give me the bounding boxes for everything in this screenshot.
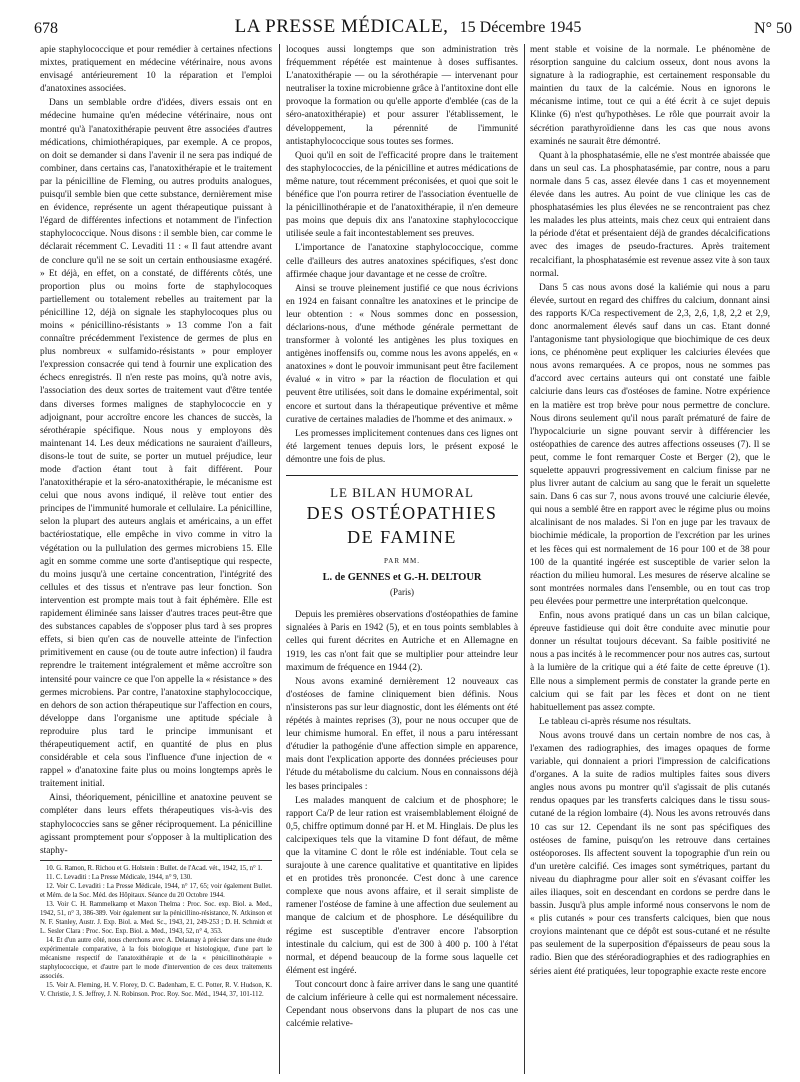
article-title-line-2: DES OSTÉOPATHIES xyxy=(306,503,498,523)
column-left xyxy=(40,44,272,1078)
paragraph: Quoi qu'il en soit de l'efficacité propre dans le traitement des staphylococcies, de la pénicilline et autres médications de même nature, tout récemment préconisées, et quoi que soit le bénéfice que l'on pourra retirer de l'association éventuelle de la pénicillinothérapie et de l'anatoxithérapie, il n'en demeure pas moins que depuis dix ans l'anatoxine staphylococcique utilisée seule a fait incontestablement ses preuves. xyxy=(286,150,518,240)
column-divider-left xyxy=(279,44,280,1074)
footnote: 14. Et d'un autre côté, nous cherchons avec A. Delaunay à préciser dans une étude expérimentale comparative, à la fois biologique et histologique, d'une part le mécanisme respectif de l'anatoxithérapie et de la « pénicillinothérapie » staphylococcique, et d'autre part le mode d'intervention de ces deux traitements associés. xyxy=(40,936,272,980)
paragraph: Le tableau ci-après résume nos résultats. xyxy=(539,716,692,727)
footnote: 12. Voir C. Levaditi : La Presse Médicale, 1944, n° 17, 65; voir également Bullet. et Mém. de la Soc. Méd. des Hôpitaux. Séance du 20 Octobre 1944. xyxy=(40,882,272,899)
paragraph: locoques aussi longtemps que son administration très fréquemment répétée est maintenue à doses suffisantes. L'anatoxithérapie — ou la sérothérapie — intervenant pour neutraliser la toxine microbienne grâce à l'antitoxine dont elle provoque la formation ou qu'elle apporte d'emblée (cas de la séro-anatoxithérapie) et pour assurer l'établissement, le développement, la pérennité de l'immunité antistaphylococcique sous toutes ses formes. xyxy=(286,45,518,147)
paragraph: Depuis les premières observations d'ostéopathies de famine signalées à Paris en 1942 (5), et en tous points semblables à celles qui furent décrites en Autriche et en Allemagne en 1919, les cas n'ont fait que se multiplier pour atteindre leur maximum de fréquence en 1944 (2). xyxy=(286,610,518,673)
journal-name: LA PRESSE MÉDICALE, xyxy=(234,16,449,37)
paragraph: ment stable et voisine de la normale. Le phénomène de résorption sanguine du calcium osseux, dont nous avons la signature à la radiographie, est certainement responsable du maintien du taux de la calcémie. Nous en ignorons le mécanisme intime, tout ce qui a été écrit à ce sujet depuis Klinke (6) n'est qu'hypothèses. Le rôle que pourrait avoir la sécrétion parathyroïdienne dans les cas que nous avons examinés ne saurait être démontré. xyxy=(530,45,770,147)
byline-prefix: PAR MM. xyxy=(384,557,420,565)
article-title-line-1: LE BILAN HUMORAL xyxy=(330,485,474,500)
footnote: 13. Voir C. H. Rammelkamp et Maxon Thelma : Proc. Soc. exp. Biol. a. Med., 1942, 51, n° 3, 386-389. Voir également sur la pénicillino-résistance, N. Atkinson et N. F. Stanley, Austr. J. Exp. Biol. a. Med. Sc., 1943, 21, 249-253 ; D. H. Schmidt et L. Sesler Clara : Proc. Soc. Exp. Biol. a. Med., 1943, 52, n° 4, 353. xyxy=(40,900,272,935)
paragraph: Les promesses implicitement contenues dans ces lignes ont été largement tenues depuis lors, le présent exposé le démontre une fois de plus. xyxy=(286,428,518,465)
article-title-line-3: DE FAMINE xyxy=(347,527,457,547)
issue-number: N° 50 xyxy=(754,20,792,37)
authors: L. de GENNES et G.-H. DELTOUR xyxy=(322,572,482,584)
footnote: 11. C. Levaditi : La Presse Médicale, 1944, n° 9, 130. xyxy=(46,873,192,881)
paragraph: Enfin, nous avons pratiqué dans un cas un bilan calcique, épreuve fastidieuse qui doit être conduite avec minutie pour donner un résultat toujours décevant. Sa faible positivité ne nous a pas incités à le recommencer pour nos autres cas, surtout à la lumière de la critique qui a été faite de cette épreuve (1). Elle nous a simplement permis de constater la grande perte en calcium qui se fait par les fèces et dont on ne tient habituellement pas assez compte. xyxy=(530,611,770,713)
paragraph: Dans un semblable ordre d'idées, divers essais ont en médecine humaine qu'en médecine vétérinaire, nous ont montré qu'à l'anatoxithérapie peuvent être associées d'autres médications, chimiothérapiques, par exemple. A ce propos, on doit se demander si dans l'avenir il ne sera pas indiqué de combiner, dans certains cas, l'anatoxithérapie et le traitement par la pénicilline de Fleming, ou autres produits analogues, puisqu'il semble bien que cette substance, dernièrement mise en évidence, représente un agent thérapeutique puissant à l'égard de différentes infections et notamment de l'infection staphylococcique. Nous disons : il semble bien, car comme le déclarait récemment C. Levaditi 11 : « Il faut attendre avant de conclure qu'il ne se soit un certain enthousiasme exagéré. » Et déjà, en effet, on a constaté, de différents côtés, une proportion plus ou moins forte de staphylocoques partiellement ou totalement rebelles au traitement par la pénicilline 12, déjà on signale les staphylocoques plus ou moins « pénicillino-résistants » 13 comme l'on a fait connaître précédemment l'existence de germes de plus en plus nombreux « sulfamido-résistants » pour employer l'expression consacrée qui tend à fournir une explication des échecs enregistrés. Il n'en reste pas moins, qu'à notre avis, l'association des deux sortes de traitement vaut d'être tentée dans diverses formes malignes de staphylococcie en y adjoignant, pour accroître encore les chances de succès, la sérothérapie spécifique. Nous nous y employons dès maintenant 14. Les deux médications ne sauraient d'ailleurs, disons-le tout de suite, se porter un mutuel préjudice, leur mode d'action étant tout à fait différent. Pour l'anatoxithérapie et la séro-anatoxithérapie, le mécanisme est celui que nous avons indiqué, il relève tout entier des principes de l'immunité humorale et cellulaire. La pénicilline, selon la plupart des auteurs anglais et américains, a un effet bactériostatique, elle empêche in vivo comme in vitro la végétation ou la pullulation des germes microbiens 15. Elle agit en somme comme une sorte d'antiseptique qui respecte, du moins jusqu'à une certaine concentration, l'intégrité des cellules et des tissus et n'entrave pas leur fonction. Son intervention est prompte mais tout à fait éphémère. Elle est rapidement éliminée sans laisser d'autres traces peut-être que des substances capables de s'opposer plus tard à ses propres effets, si bien qu'en cas de nouvelle atteinte de l'infection primitivement en cause (ou de toute autre infection) il faudra reprendre le traitement intégralement et même accroître son intensité pour vaincre ce que l'on appelle la « résistance » des germes microbiens. Par contre, l'anatoxine staphylococcique, en dehors de son action thérapeutique sur l'affection en cours, développe dans l'organisme une aptitude spéciale à reproduire plus tard le principe immunisant et thérapeutiquement actif, en quantité de plus en plus considérable et cela sous l'influence d'une injection de « rappel » d'anatoxine faite plus ou moins longtemps après le traitement initial. xyxy=(40,98,272,790)
author-location: (Paris) xyxy=(390,587,414,598)
paragraph: Nous avons trouvé dans un certain nombre de nos cas, à l'examen des radiographies, des images opaques de forme variable, qui donnaient a priori l'impression de calcifications d'organes. A la suite de radios multiples faites sous divers angles nous avons pu montrer qu'il s'agissait de plis cutanés rendus opaques par les transferts calciques dans le tissu sous-cutané de la région lombaire (4). Nous les avons retrouvés dans 10 cas sur 12. Cependant ils ne sont pas spécifiques des ostéoses de famine, puisqu'on les retrouve dans certaines ostéoporoses. Ils affectent souvent la topographie d'un rein ou d'un uretère calcifié. Ces images sont symétriques, partant du niveau du diaphragme pour aller soit en s'évasant coiffer les ailes iliaques, soit en descendant en cordons se perdre dans le bassin. Jusqu'à plus ample informé nous conservons le nom de « plis cutanés » pour ces transferts calciques, bien que nous croyions maintenant que ce dépôt est sous-cutané et ne résulte pas seulement de la superposition d'épaisseurs de peau sous la radio. Bien que des stéréoradiographies et des radiographies en séries aient été pratiquées, leur topographie exacte reste encore xyxy=(530,730,770,977)
paragraph: Ainsi, théoriquement, pénicilline et anatoxine peuvent se compléter dans leurs effets thérapeutiques vis-à-vis des staphylococcies sans se gêner réciproquement. La pénicilline agissant promptement pour s'opposer à la multiplication des staphy- xyxy=(40,793,272,856)
column-middle xyxy=(286,44,518,1078)
paragraph: Nous avons examiné dernièrement 12 nouveaux cas d'ostéoses de famine cliniquement bien définis. Nous n'insisterons pas sur leur diagnostic, dont les éléments ont été répétés à maintes reprises (3), pour ne nous occuper que de leur chimisme humoral. En effet, il nous a paru intéressant d'étudier la pathogénie d'une affection simple en apparence, mais dont l'explication apporte des données précieuses pour l'étude du métabolisme du calcium. Nous en connaissons déjà les bases principales : xyxy=(286,676,518,792)
paragraph: Tout concourt donc à faire arriver dans le sang une quantité de calcium inférieure à celle qui est normalement nécessaire. Cependant nous observons dans la plupart de nos cas une calcémie relative- xyxy=(286,979,518,1030)
paragraph: L'importance de l'anatoxine staphylococcique, comme celle d'ailleurs des autres anatoxines spécifiques, s'est donc affirmée chaque jour davantage et ne cesse de croître. xyxy=(286,243,518,280)
page-header xyxy=(34,2,792,38)
footnote: 10. G. Ramon, R. Richou et G. Holstein : Bullet. de l'Acad. vét., 1942, 15, n° 1. xyxy=(46,864,263,872)
paragraph: Quant à la phosphatasémie, elle ne s'est montrée abaissée que dans un seul cas. La phosphatasémie, par contre, nous a paru normale dans 5 cas, assez élevée dans 1 cas et moyennement élevée dans les autres. Au point de vue clinique les cas de phosphatasémies les plus élevées ne se rencontraient pas chez les malades les plus atteints, mais chez ceux qui entraient dans la période d'état et présentaient déjà de grandes décalcifications avec des images de pseudo-fractures. Après traitement recalcifiant, la phosphatasémie est revenue assez vite à son taux normal. xyxy=(530,150,770,279)
page-number: 678 xyxy=(34,20,58,37)
issue-date: 15 Décembre 1945 xyxy=(459,19,582,36)
footnotes xyxy=(40,860,272,999)
column-divider-right xyxy=(524,44,525,1074)
journal-title xyxy=(94,16,722,38)
paragraph: apie staphylococcique et pour remédier à certaines nfections mixtes, pratiquement en médecine vétérinaire, nous avons envisagé antérieurement 10 la réparation et l'emploi d'anatoxines associées. xyxy=(40,45,272,95)
paragraph: Ainsi se trouve pleinement justifié ce que nous écrivions en 1924 en faisant connaître les anatoxines et le principe de leur obtention : « Nous sommes donc en possession, déclarions-nous, d'une méthode générale permettant de transformer à volonté les antigènes les plus toxiques en antigènes inoffensifs ou, comme nous les avons appelés, en « anatoxines » dont le pouvoir immunisant peut être facilement évalué « in vitro » par la réaction de floculation et qui peuvent être utilisées, soit dans le domaine expérimental, soit encore et surtout dans la thérapeutique préventive et même curative de certaines maladies de l'homme et des animaux. » xyxy=(286,283,518,425)
footnote: 15. Voir A. Fleming, H. V. Florey, D. C. Badenham, E. C. Potter, R. V. Hudson, K. V. Christie, J. S. Jeffrey, J. N. Robinson. Proc. Roy. Soc. Méd., 1944, 37, 101-112. xyxy=(40,981,272,998)
paragraph: Dans 5 cas nous avons dosé la kaliémie qui nous a paru élevée, surtout en regard des chiffres du calcium, donnant ainsi des rapports K/Ca respectivement de 2,3, 2,6, 1,8, 2,2 et 2,9, donc anormalement élevés sauf dans un cas. Etant donné l'antagonisme tant physiologique que biochimique de ces deux ions, ce phénomène peut expliquer les calciuries élevées que nous avons remarquées. A ce propos, nous ne sommes pas d'accord avec certains auteurs qui ont constaté une faible calciurie dans leurs cas d'ostéoses de famine. Notre expérience en la matière est trop brève pour nous permettre de conclure. Nous dirons seulement qu'il nous paraît prématuré de faire de l'hypocalciurie un signe pouvant servir à différencier les ostéopathies de carence des autres affections osseuses (7). Il se peut, comme le font remarquer Coste et Berger (2), que le squelette appauvri progressivement en calcium finisse par ne plus livrer autant de calcium au sang que le ferait un squelette sain. Dans 6 cas sur 7, nous avons trouvé une calciurie élevée, qui nous a semblé être en rapport avec le régime plus ou moins alcalinisant de nos malades. Si l'on en juge par les travaux de biochimie médicale, la proportion de l'excrétion par les urines et les fèces qui est normalement de 16 pour 100 et de 38 pour 100 de la quantité ingérée est susceptible de varier selon la réaction du milieu humoral. Les mesures de réserve alcaline se sont montrées normales dans l'ensemble, ou en tout cas trop peu élevées pour permettre une interprétation quelconque. xyxy=(530,282,770,607)
paragraph: Les malades manquent de calcium et de phosphore; le rapport Ca/P de leur ration est vraisemblablement éloigné de 0,5, chiffre optimum donné par H. et M. Hinglais. De plus les calcipexiques tels que la vitamine D font défaut, de même que la vitamine C dont le rôle est indéniable. Tout cela se surajoute à une carence qualitative et quantitative en lipides et en protides très prononcée. C'est donc à une carence complexe que nous avons affaire, et il serait simpliste de ramener l'ostéose de famine à une affection due seulement au manque de calcium et de phosphore. Le déséquilibre du régime est susceptible d'entraver encore l'absorption intestinale du calcium, qui est de 300 à 400 p. 100 à l'état normal, et dépend beaucoup de la forme sous laquelle cet élément est ingéré. xyxy=(286,795,518,976)
article-heading xyxy=(286,475,518,599)
column-right xyxy=(530,44,770,1078)
